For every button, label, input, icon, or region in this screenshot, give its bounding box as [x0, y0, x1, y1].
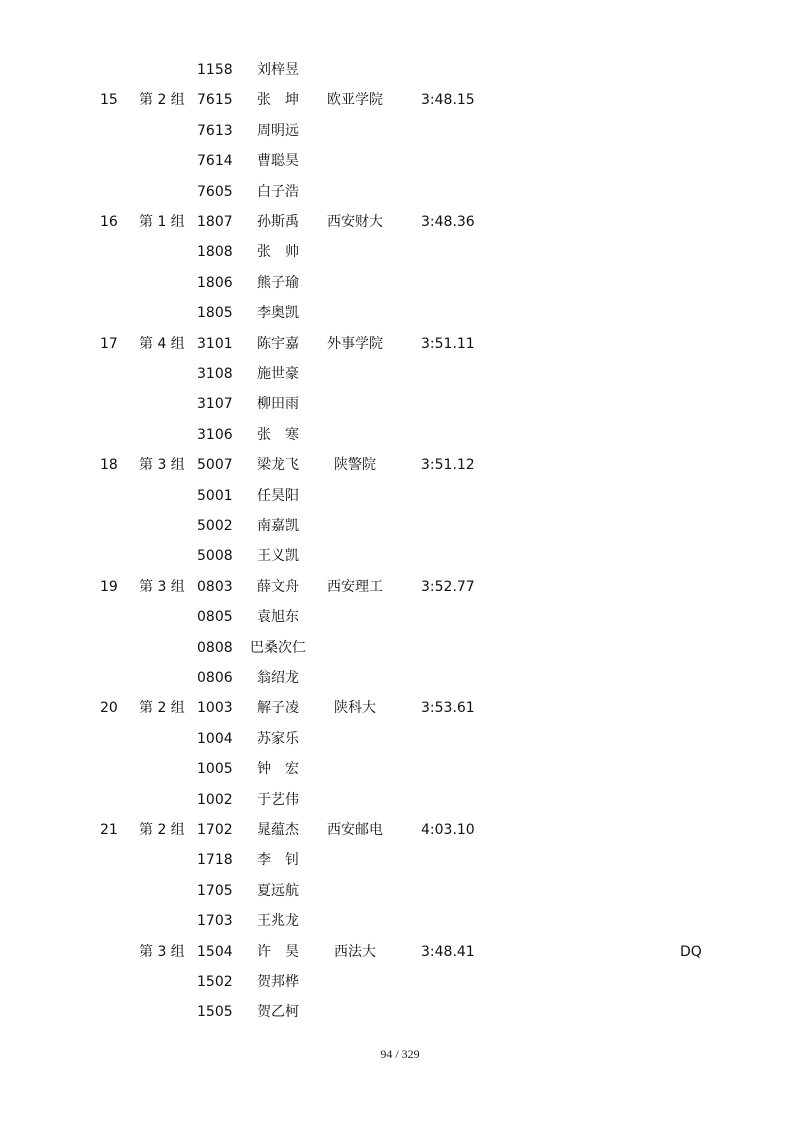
athlete-number: 5007 — [197, 457, 233, 474]
table-row — [0, 182, 800, 212]
athlete-name: 施世豪 — [257, 366, 299, 382]
athlete-name: 张 帅 — [257, 244, 299, 261]
group-cell: 第 3 组 — [139, 578, 185, 595]
athlete-name: 白子浩 — [257, 183, 299, 200]
athlete-number: 3106 — [197, 426, 233, 443]
athlete-name: 柳田雨 — [257, 396, 299, 413]
table-row — [0, 334, 800, 364]
school-name: 欧亚学院 — [327, 92, 383, 109]
athlete-name: 刘梓昱 — [257, 62, 299, 78]
table-row — [0, 486, 800, 516]
athlete-number: 1806 — [197, 274, 233, 291]
athlete-name: 翁绍龙 — [257, 670, 299, 686]
athlete-name: 晁蕴杰 — [257, 822, 299, 838]
table-row — [0, 1002, 800, 1032]
school-name: 西安邮电 — [327, 822, 383, 838]
athlete-number: 1705 — [197, 882, 233, 899]
school-name: 陕科大 — [334, 700, 376, 717]
athlete-number: 1005 — [197, 761, 233, 778]
table-row — [0, 242, 800, 272]
athlete-number: 7605 — [197, 183, 233, 200]
athlete-name: 梁龙飞 — [257, 457, 299, 474]
table-row — [0, 273, 800, 303]
athlete-name: 贺乙柯 — [257, 1004, 299, 1021]
table-row — [0, 151, 800, 181]
result-time: 3:53.61 — [421, 700, 475, 717]
table-row — [0, 790, 800, 820]
athlete-number: 1805 — [197, 305, 233, 322]
rank-cell: 16 — [100, 214, 118, 230]
athlete-name: 熊子瑜 — [257, 274, 299, 291]
athlete-name: 李奥凯 — [257, 305, 299, 322]
athlete-number: 5002 — [197, 518, 233, 534]
athlete-name: 任昊阳 — [257, 487, 299, 504]
athlete-number: 1003 — [197, 700, 233, 717]
table-row — [0, 303, 800, 333]
athlete-number: 3107 — [197, 396, 233, 413]
athlete-number: 0805 — [197, 609, 233, 626]
table-row — [0, 364, 800, 394]
table-row — [0, 455, 800, 485]
table-row — [0, 729, 800, 759]
athlete-number: 0808 — [197, 639, 233, 656]
table-row — [0, 425, 800, 455]
table-row — [0, 121, 800, 151]
athlete-number: 7614 — [197, 153, 233, 170]
athlete-name: 袁旭东 — [257, 609, 299, 626]
athlete-number: 1505 — [197, 1004, 233, 1021]
rank-cell: 20 — [100, 700, 118, 717]
athlete-number: 1718 — [197, 852, 233, 869]
athlete-name: 夏远航 — [257, 882, 299, 899]
table-row — [0, 698, 800, 728]
table-row — [0, 850, 800, 880]
athlete-name: 王义凯 — [257, 548, 299, 565]
athlete-name: 钟 宏 — [257, 761, 299, 778]
table-row — [0, 212, 800, 242]
athlete-name: 南嘉凯 — [257, 518, 299, 534]
table-row — [0, 881, 800, 911]
athlete-number: 1004 — [197, 730, 233, 747]
athlete-number: 5001 — [197, 487, 233, 504]
athlete-name: 苏家乐 — [257, 730, 299, 747]
school-name: 西安理工 — [327, 578, 383, 595]
result-time: 3:48.36 — [421, 214, 475, 230]
athlete-name: 许 昊 — [257, 943, 299, 960]
table-row — [0, 911, 800, 941]
athlete-name: 贺邦桦 — [257, 974, 299, 990]
result-time: 4:03.10 — [421, 822, 475, 838]
result-note: DQ — [680, 943, 702, 960]
school-name: 陕警院 — [334, 457, 376, 474]
table-row — [0, 90, 800, 120]
page-number: 94 / 329 — [380, 1047, 420, 1061]
rank-cell: 15 — [100, 92, 118, 109]
athlete-name: 于艺伟 — [257, 791, 299, 808]
athlete-name: 孙斯禹 — [257, 214, 299, 230]
athlete-number: 1002 — [197, 791, 233, 808]
group-cell: 第 2 组 — [139, 700, 185, 717]
table-row — [0, 972, 800, 1002]
athlete-number: 7615 — [197, 92, 233, 109]
athlete-number: 1504 — [197, 943, 233, 960]
athlete-number: 0806 — [197, 670, 233, 686]
athlete-name: 周明远 — [257, 122, 299, 139]
rank-cell: 21 — [100, 822, 118, 838]
school-name: 外事学院 — [327, 335, 383, 352]
athlete-name: 王兆龙 — [257, 913, 299, 930]
group-cell: 第 3 组 — [139, 943, 185, 960]
group-cell: 第 2 组 — [139, 822, 185, 838]
athlete-name: 薛文舟 — [257, 578, 299, 595]
table-row — [0, 759, 800, 789]
table-row — [0, 942, 800, 972]
table-row — [0, 577, 800, 607]
athlete-number: 0803 — [197, 578, 233, 595]
athlete-name: 陈宇嘉 — [257, 335, 299, 352]
table-row — [0, 60, 800, 90]
group-cell: 第 4 组 — [139, 335, 185, 352]
group-cell: 第 3 组 — [139, 457, 185, 474]
athlete-name: 李 钊 — [257, 852, 299, 869]
table-row — [0, 394, 800, 424]
result-time: 3:52.77 — [421, 578, 475, 595]
rank-cell: 19 — [100, 578, 118, 595]
result-time: 3:48.41 — [421, 943, 475, 960]
result-time: 3:51.12 — [421, 457, 475, 474]
school-name: 西法大 — [334, 943, 376, 960]
athlete-number: 1808 — [197, 244, 233, 261]
rank-cell: 17 — [100, 335, 118, 352]
rank-cell: 18 — [100, 457, 118, 474]
athlete-number: 1158 — [197, 62, 233, 78]
athlete-name: 张 坤 — [257, 92, 299, 109]
athlete-number: 3101 — [197, 335, 233, 352]
table-row — [0, 607, 800, 637]
result-time: 3:51.11 — [421, 335, 475, 352]
table-row — [0, 668, 800, 698]
athlete-number: 1703 — [197, 913, 233, 930]
table-row — [0, 638, 800, 668]
table-row — [0, 820, 800, 850]
athlete-name: 解子凌 — [257, 700, 299, 717]
athlete-number: 3108 — [197, 366, 233, 382]
athlete-number: 1807 — [197, 214, 233, 230]
group-cell: 第 1 组 — [139, 214, 185, 230]
athlete-name: 张 寒 — [257, 426, 299, 443]
athlete-name: 曹聪昊 — [257, 153, 299, 170]
table-row — [0, 516, 800, 546]
athlete-name: 巴桑次仁 — [250, 639, 306, 656]
athlete-number: 7613 — [197, 122, 233, 139]
athlete-number: 1502 — [197, 974, 233, 990]
group-cell: 第 2 组 — [139, 92, 185, 109]
school-name: 西安财大 — [327, 214, 383, 230]
athlete-number: 1702 — [197, 822, 233, 838]
athlete-number: 5008 — [197, 548, 233, 565]
table-row — [0, 546, 800, 576]
result-time: 3:48.15 — [421, 92, 475, 109]
